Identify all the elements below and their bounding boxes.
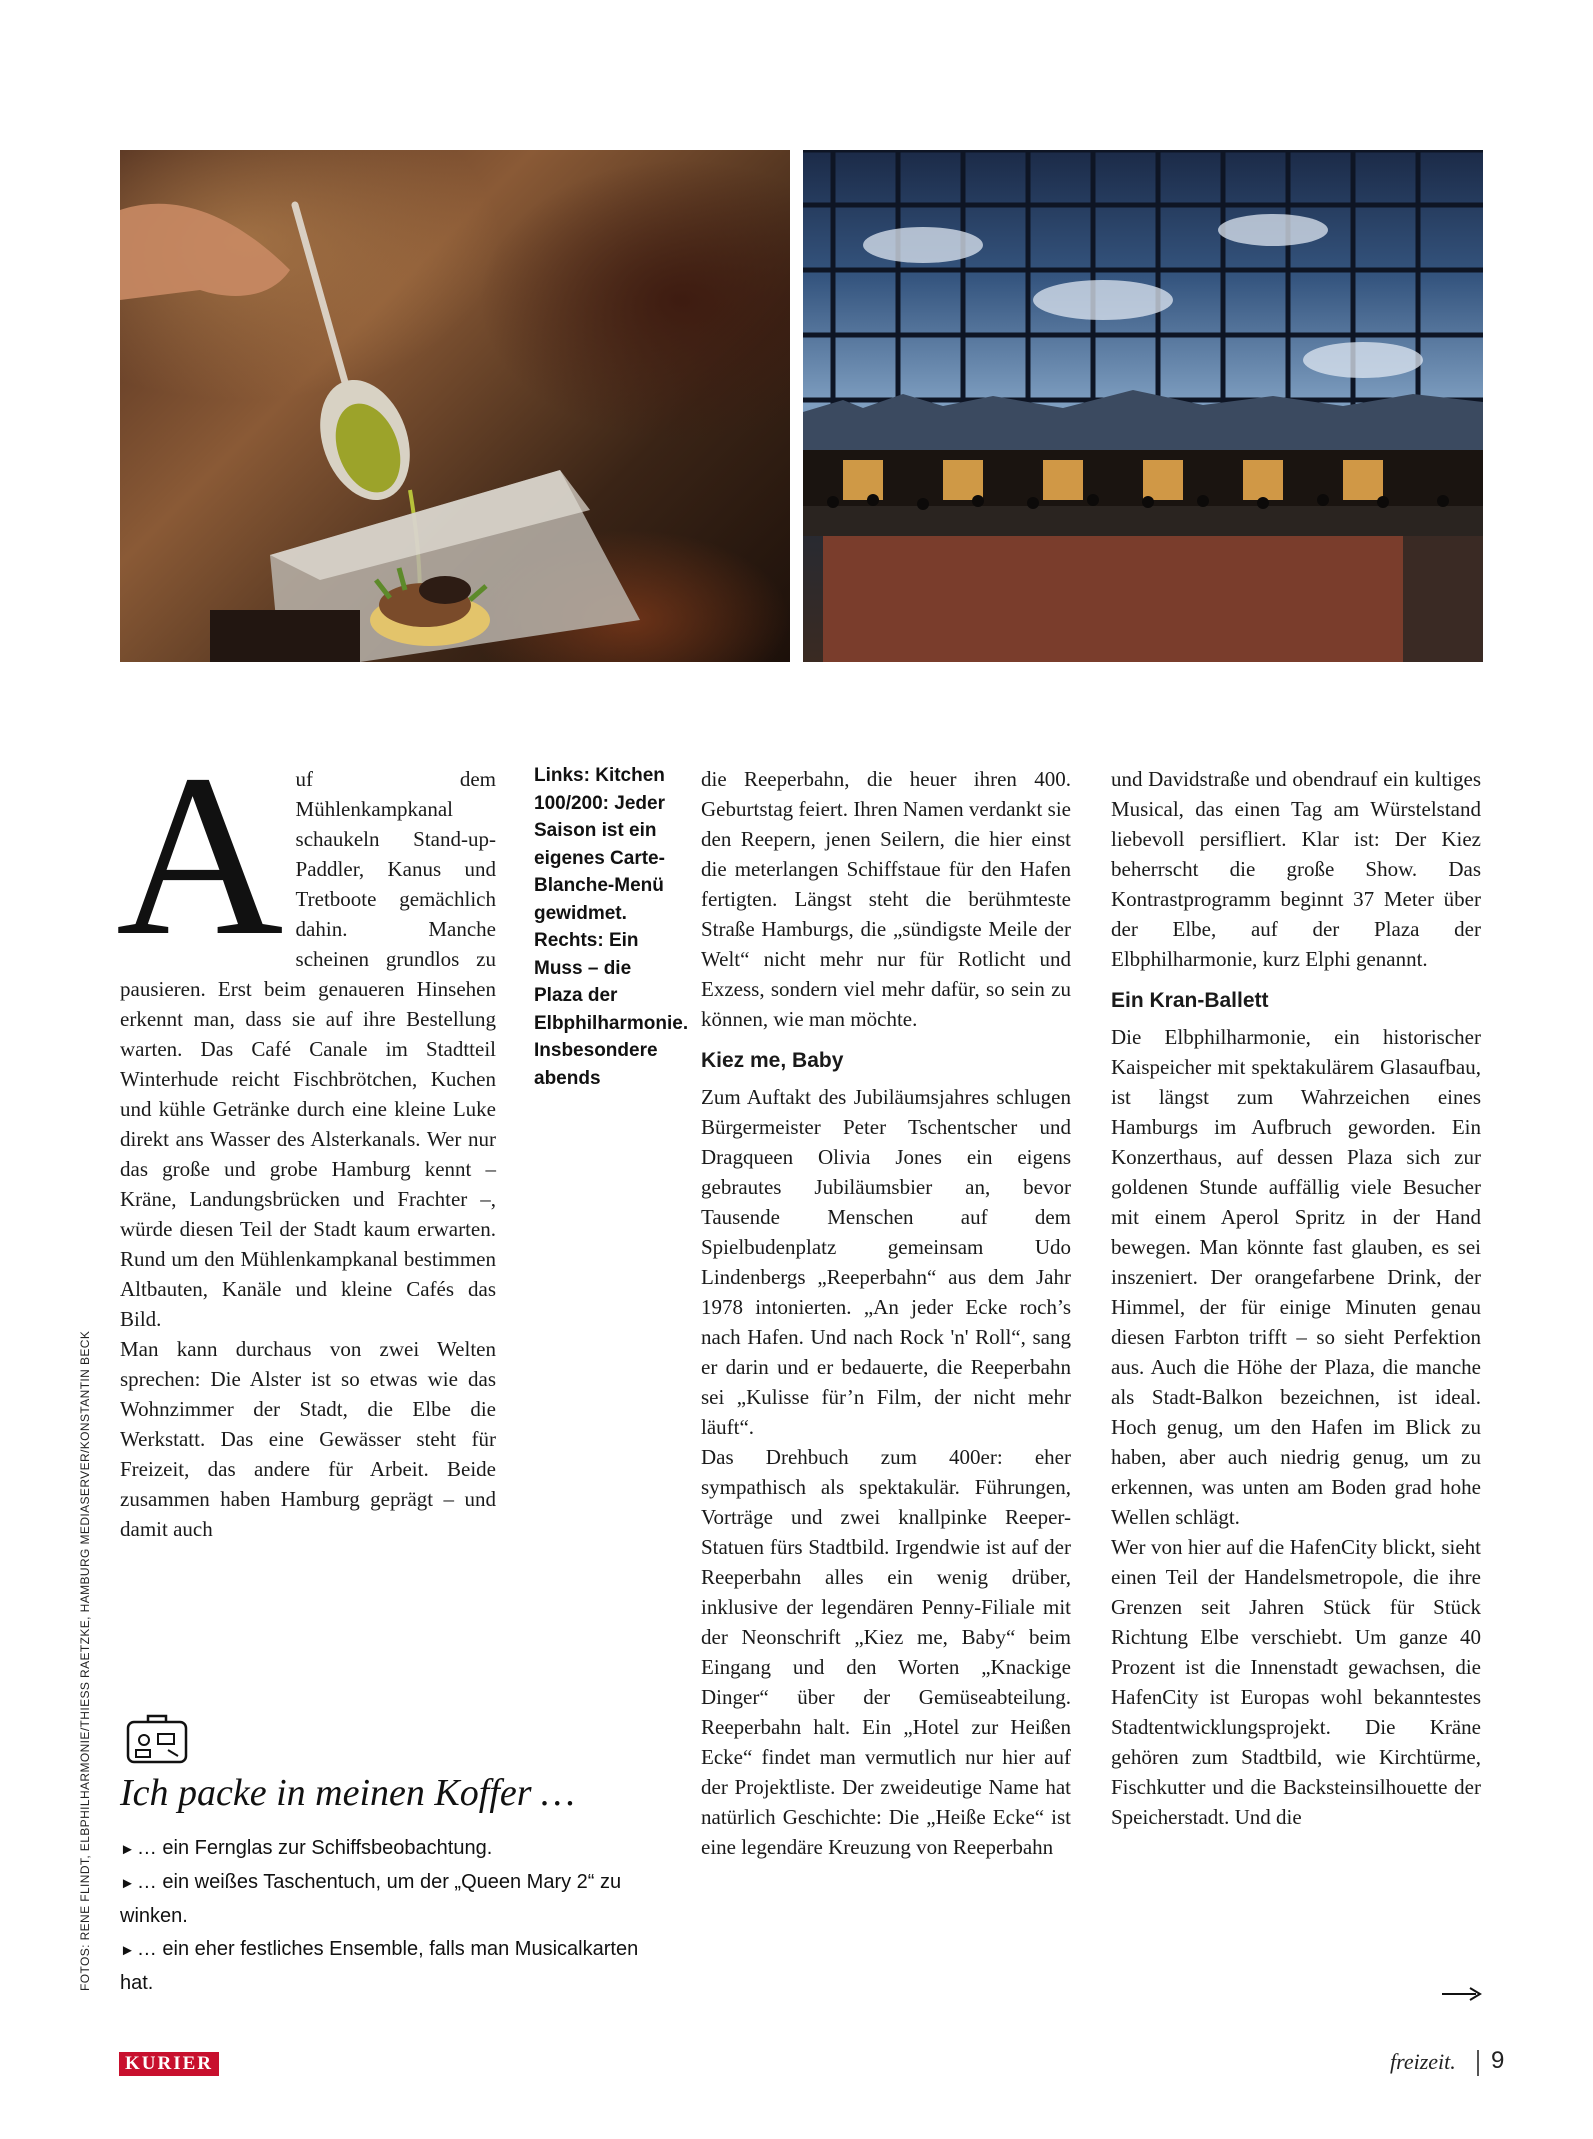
subheading-kran-ballett: Ein Kran-Ballett [1111,989,1269,1012]
list-item: ► … ein Fernglas zur Schiffsbeobachtung. [120,1837,493,1859]
paragraph: Zum Auftakt des Jubiläumsjahres schlugen Bürgermeister Peter Tschentscher und Dragqueen Olivia Jones ein eigens gebrautes Jubiläumsbier an, bevor Tausende Menschen auf dem Spielbudenplatz gemeinsam Udo Lindenbergs „Reeperbahn“ aus dem Jahr 1978 intonierten. „An jeder Ecke roch’s nach Hafen. Und nach Rock 'n' Roll“, sang er darin und er bedauerte, die Reeperbahn sei „Kulisse für’n Film, der nicht mehr läuft“. [701,1085,1071,1439]
folio-brand: freizeit. [1390,2049,1456,2074]
list-item: ► … ein weißes Taschentuch, um der „Queen Mary 2“ zu winken. [120,1871,622,1927]
suitcase-icon [124,1710,190,1766]
photo-elbphilharmonie-plaza [803,150,1483,662]
bullet-icon: ► [120,1841,135,1858]
dish-illustration [120,150,790,662]
photo-caption: Links: Kitchen 100/200: Jeder Saison ist ein eigenes Carte-Blanche-Menü gewidmet. Rechts: Ein Muss – die Plaza der Elbphilharmonie. Insbesondere abends [534,765,689,1089]
paragraph: Man kann durchaus von zwei Welten sprechen: Die Alster ist so etwas wie das Wohnzimmer der Stadt, die Elbe die Werkstatt. Das eine Gewässer steht für Freizeit, das andere für Arbeit. Beide zusammen haben Hamburg geprägt – und damit auch [120,1337,496,1541]
photo-credits: FOTOS: RENE FLINDT, ELBPHILHARMONIE/THIESS RAETZKE, HAMBURG MEDIASERVER/KONSTANTIN BECK [78,1330,92,1991]
drop-cap: A [116,727,284,984]
paragraph: Die Elbphilharmonie, ein historischer Kaispeicher mit spektakulärem Glasaufbau, ist längst zum Wahrzeichen eines Hamburgs im Aufbruch geworden. Ein Konzerthaus, auf dessen Plaza sich zur goldenen Stunde auffällig viele Besucher mit einem Aperol Spritz in der Hand bewegen. Man könnte fast glauben, es sei inszeniert. Der orangefarbene Drink, der Himmel, der für einige Minuten genau diesen Farbton trifft – so sieht Perfektion aus. Auch die Höhe der Plaza, die manche als Stadt-Balkon bezeichnen, ist ideal. Hoch genug, um den Hafen im Blick zu haben, aber auch niedrig genug, um zu erkennen, was unten am Boden grad hohe Wellen schlägt. [1111,1025,1481,1529]
article-column-1 [116,727,496,1544]
paragraph: die Reeperbahn, die heuer ihren 400. Geburtstag feiert. Ihren Namen verdankt sie den Reepern, jenen Seilern, die hier einst die meterlangen Schiffstaue für den Hafen fertigten. Längst steht die berühmteste Straße Hamburgs, die „sündigste Meile der Welt“ nicht mehr nur für Rotlicht und Exzess, sondern viel mehr dafür, so sein zu können, wie man möchte. [701,767,1071,1031]
photo-kitchen-dish [120,150,790,662]
folio-divider [1477,2050,1479,2076]
continue-arrow-icon [1440,1985,1484,2003]
paragraph: Das Drehbuch zum 400er: eher sympathisch als spektakulär. Führungen, Vorträge und zwei knallpinke Reeper-Statuen fürs Stadtbild. Irgendwie ist auf der Reeperbahn alles ein wenig drüber, inklusive der legendären Penny-Filiale mit der Neonschrift „Kiez me, Baby“ beim Eingang und den Worten „Knackige Dinger“ über der Gemüseabteilung. Reeperbahn halt. Ein „Hotel zur Heißen Ecke“ findet man vermutlich nur hier auf der Projektliste. Der zweideutige Name hat natürlich Geschichte: Die „Heiße Ecke“ ist eine legendäre Kreuzung von Reeperbahn [701,1445,1071,1859]
paragraph: uf dem Mühlenkampkanal schaukeln Stand-up-Paddler, Kanus und Tretboote gemächlich dahin. Manche scheinen grundlos zu pausieren. Erst beim genaueren Hinsehen erkennt man, dass sie auf ihre Bestellung warten. Das Café Canale im Stadtteil Winterhude reicht Fischbrötchen, Kuchen und kühle Getränke durch eine kleine Luke direkt ans Wasser des Alsterkanals. Wer nur das große und grobe Hamburg kennt – Kräne, Landungsbrücken und Frachter –, würde diesen Teil der Stadt kaum erwarten. Rund um den Mühlenkampkanal bestimmen Altbauten, Kanäle und kleine Cafés das Bild. [120,767,496,1331]
packing-list [120,1832,640,2000]
article-column-2 [701,764,1071,1862]
paragraph: und Davidstraße und obendrauf ein kultiges Musical, das einen Tag am Würstelstand liebevoll persifliert. Klar ist: Der Kiez beherrscht die große Show. Das Kontrastprogramm beginnt 37 Meter über der Elbe, auf der Plaza der Elbphilharmonie, kurz Elphi genannt. [1111,767,1481,971]
packing-list-title: Ich packe in meinen Koffer … [120,1772,575,1814]
list-item: ► … ein eher festliches Ensemble, falls man Musicalkarten hat. [120,1938,639,1994]
bullet-icon: ► [120,1875,135,1892]
subheading-kiez: Kiez me, Baby [701,1049,844,1072]
article-column-3 [1111,764,1481,1832]
bullet-icon: ► [120,1942,135,1959]
plaza-illustration [803,150,1483,662]
page-number: 9 [1491,2047,1505,2074]
paragraph: Wer von hier auf die HafenCity blickt, sieht einen Teil der Handelsmetropole, die ihre Grenzen seit Jahren Stück für Stück Richtung Elbe verschiebt. Um ganze 40 Prozent ist die Innenstadt gewachsen, die HafenCity ist Europas wohl bekanntestes Stadtentwicklungsprojekt. Die Kräne gehören zum Stadtbild, wie Kirchtürme, Fischkutter und die Backsteinsilhouette der Speicherstadt. Und die [1111,1535,1481,1829]
kurier-logo: KURIER [119,2052,219,2076]
